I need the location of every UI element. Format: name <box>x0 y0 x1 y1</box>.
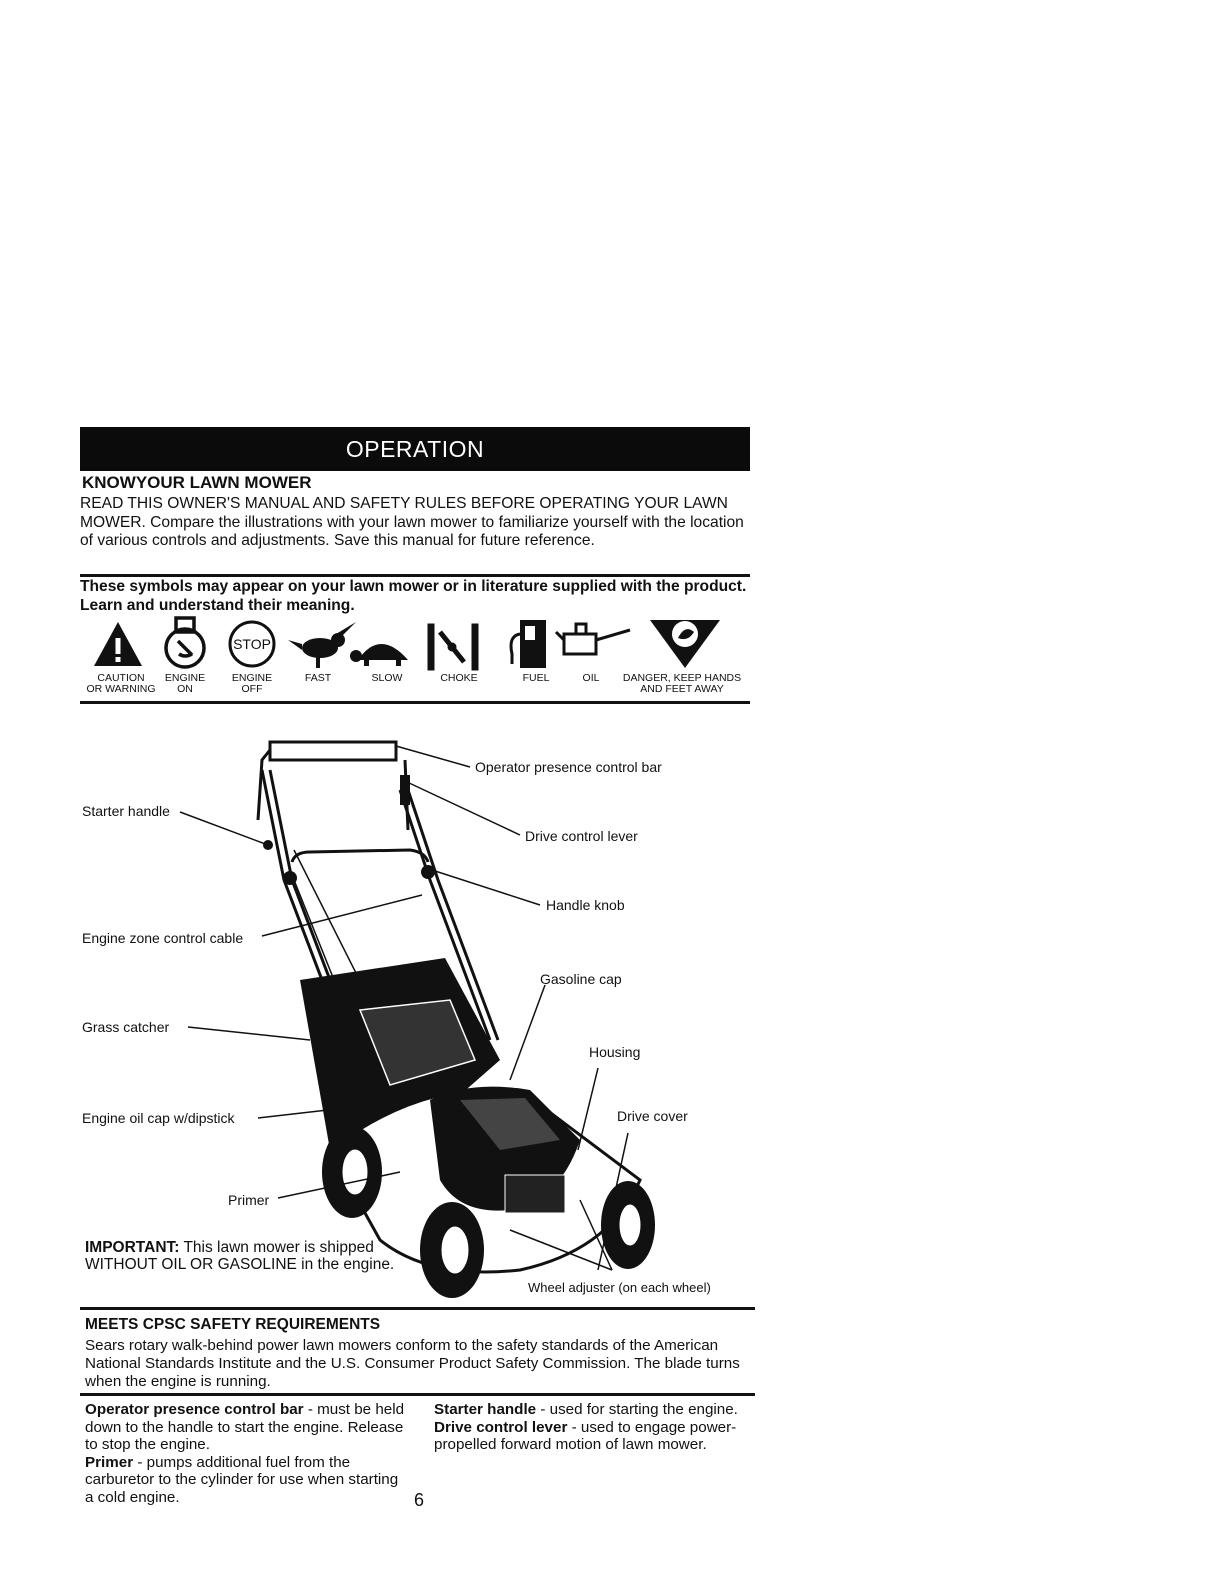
section-title: KNOWYOUR LAWN MOWER <box>82 473 312 492</box>
symbols-row <box>80 614 750 674</box>
definition-drive-lever: Drive control lever - used to engage power-propelled forward motion of lawn mower. <box>434 1418 737 1453</box>
symbol-label-engine-off: ENGINE OFF <box>231 672 273 695</box>
divider <box>80 1307 755 1310</box>
symbol-label-engine-on: ENGINE ON <box>164 672 206 695</box>
danger-hand-icon <box>650 620 720 668</box>
callout-wheel-adjuster: Wheel adjuster (on each wheel) <box>528 1280 711 1295</box>
symbol-label-choke: CHOKE <box>440 672 478 684</box>
callout-engine-oil-cap: Engine oil cap w/dipstick <box>82 1110 235 1126</box>
symbol-label-fast: FAST <box>304 672 332 684</box>
lawn-mower-diagram <box>0 720 1220 1320</box>
symbol-label-fuel: FUEL <box>522 672 550 684</box>
page-number: 6 <box>414 1490 425 1510</box>
section-banner: OPERATION <box>80 427 750 471</box>
engine-off-stop-icon <box>230 622 274 666</box>
engine-on-icon <box>166 618 204 667</box>
callout-drive-control-lever: Drive control lever <box>525 828 638 844</box>
callout-primer: Primer <box>228 1192 270 1208</box>
callout-gasoline-cap: Gasoline cap <box>540 971 622 987</box>
cpsc-paragraph: Sears rotary walk-behind power lawn mowers conform to the safety standards of the American National Standards Institute and the U.S. Consumer Product Safety Commission. The blade turns when the engine is running. <box>85 1337 740 1390</box>
intro-paragraph: READ THIS OWNER'S MANUAL AND SAFETY RULES BEFORE OPERATING YOUR LAWN MOWER. Compare the illustrations with your lawn mower to familiarize yourself with the location of various controls and adjustments. Save this manual for future reference. <box>80 495 744 549</box>
symbol-label-danger: DANGER, KEEP HANDS AND FEET AWAY <box>622 672 742 695</box>
symbol-label-caution: CAUTION OR WARNING <box>86 672 156 695</box>
rabbit-fast-icon <box>288 622 356 668</box>
choke-icon <box>428 624 478 670</box>
oil-can-icon <box>556 624 630 654</box>
important-note: IMPORTANT: This lawn mower is shipped WITHOUT OIL OR GASOLINE in the engine. <box>85 1239 395 1273</box>
turtle-slow-icon <box>350 644 408 666</box>
callout-drive-cover: Drive cover <box>617 1108 688 1124</box>
symbols-note: These symbols may appear on your lawn mower or in literature supplied with the product. Learn and understand their meaning. <box>80 578 747 614</box>
definitions-left-column <box>85 1401 405 1506</box>
divider <box>80 1393 755 1396</box>
definition-operator-bar: Operator presence control bar - must be held down to the handle to start the engine. Release to stop the engine. <box>85 1401 405 1453</box>
callout-engine-zone-control-cable: Engine zone control cable <box>82 930 244 946</box>
fuel-pump-icon <box>511 620 546 668</box>
definition-starter-handle: Starter handle - used for starting the engine. <box>434 1401 738 1418</box>
symbol-label-oil: OIL <box>582 672 600 684</box>
caution-triangle-icon <box>94 622 142 666</box>
svg-text:STOP: STOP <box>233 636 271 652</box>
callout-grass-catcher: Grass catcher <box>82 1019 170 1035</box>
symbol-label-slow: SLOW <box>371 672 403 684</box>
cpsc-heading: MEETS CPSC SAFETY REQUIREMENTS <box>85 1316 381 1333</box>
callout-housing: Housing <box>589 1044 641 1060</box>
definitions-right-column <box>434 1401 754 1454</box>
callout-starter-handle: Starter handle <box>82 803 170 819</box>
callout-operator-presence-bar: Operator presence control bar <box>475 759 662 775</box>
callout-handle-knob: Handle knob <box>546 897 625 913</box>
divider <box>80 701 750 704</box>
definition-primer: Primer - pumps additional fuel from the carburetor to the cylinder for use when starting a cold engine. <box>85 1453 399 1506</box>
